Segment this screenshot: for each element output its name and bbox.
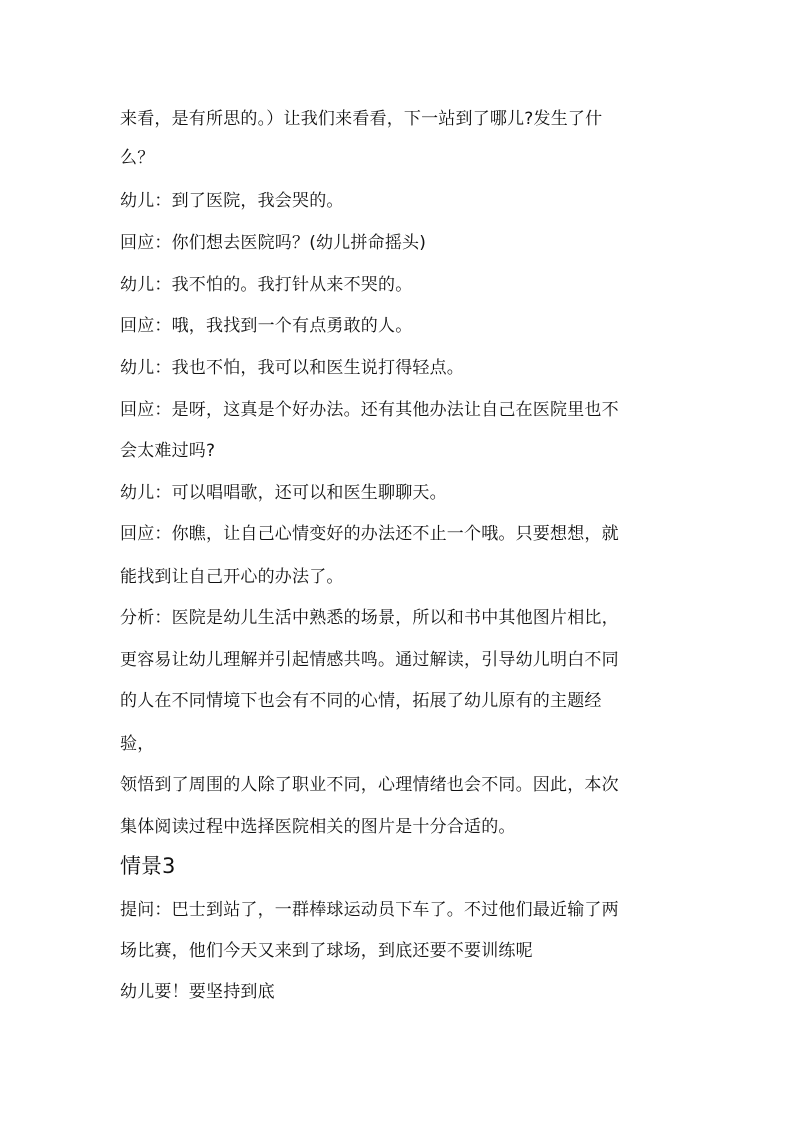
text-line: 领悟到了周围的人除了职业不同，心理情绪也会不同。因此，本次 (120, 775, 619, 795)
text-line: 幼儿：到了医院，我会哭的。 (120, 191, 344, 211)
text-line: 的人在不同情境下也会有不同的心情，拓展了幼儿原有的主题经 (120, 691, 602, 711)
text-line: 来看，是有所思的。）让我们来看看，下一站到了哪儿?发生了什 (120, 109, 603, 129)
text-line: 集体阅读过程中选择医院相关的图片是十分合适的。 (120, 817, 516, 837)
text-line: 场比赛，他们今天又来到了球场，到底还要不要训练呢 (120, 941, 533, 961)
section-heading: 情景3 (120, 854, 176, 878)
text-line: 幼儿要！要坚持到底 (120, 982, 275, 1002)
text-line: 幼儿：我不怕的。我打针从来不哭的。 (120, 275, 413, 295)
text-line: 会太难过吗? (120, 441, 216, 461)
text-line: 回应：你瞧，让自己心情变好的办法还不止一个哦。只要想想，就 (120, 524, 619, 544)
text-line: 分析：医院是幼儿生活中熟悉的场景，所以和书中其他图片相比， (120, 608, 619, 628)
text-line: 回应：你们想去医院吗？(幼儿拼命摇头) (120, 233, 427, 253)
text-line: 回应：是呀，这真是个好办法。还有其他办法让自己在医院里也不 (120, 400, 619, 420)
text-line: 提问：巴士到站了，一群棒球运动员下车了。不过他们最近输了两 (120, 900, 619, 920)
text-line: 验， (120, 734, 155, 754)
text-line: 回应：哦，我找到一个有点勇敢的人。 (120, 316, 413, 336)
text-line: 么？ (120, 148, 155, 168)
text-line: 幼儿：我也不怕，我可以和医生说打得轻点。 (120, 358, 464, 378)
text-line: 幼儿：可以唱唱歌，还可以和医生聊聊天。 (120, 483, 447, 503)
text-line: 更容易让幼儿理解并引起情感共鸣。通过解读，引导幼儿明白不同 (120, 650, 619, 670)
text-line: 能找到让自己开心的办法了。 (120, 567, 344, 587)
